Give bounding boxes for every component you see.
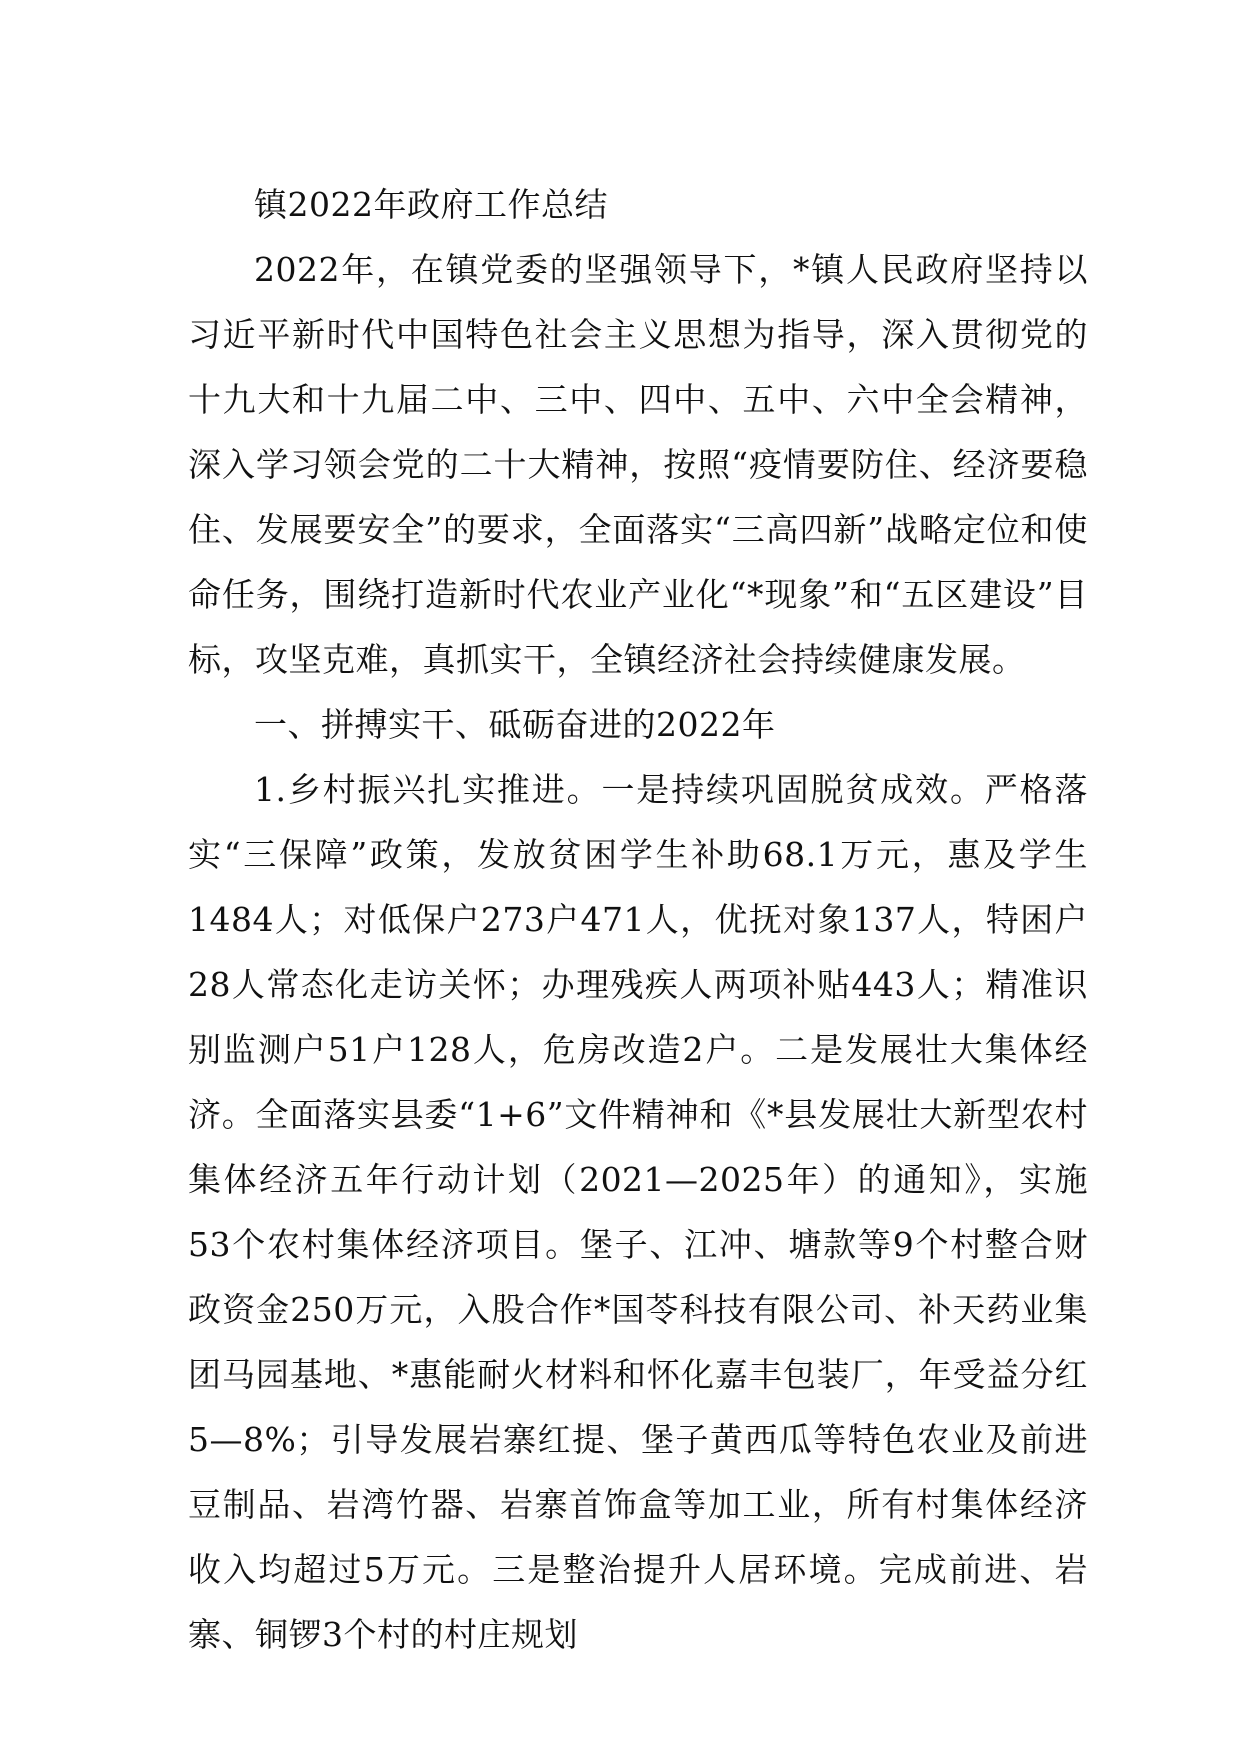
document-title: 镇2022年政府工作总结 xyxy=(254,185,608,224)
document-body xyxy=(188,172,1088,1667)
intro-paragraph: 2022年，在镇党委的坚强领导下，*镇人民政府坚持以习近平新时代中国特色社会主义思想为指导，深入贯彻党的十九大和十九届二中、三中、四中、五中、六中全会精神，深入学习领会党的二十大精神，按照“疫情要防住、经济要稳住、发展要安全”的要求，全面落实“三高四新”战略定位和使命任务，围绕打造新时代农业产业化“*现象”和“五区建设”目标，攻坚克难，真抓实干，全镇经济社会持续健康发展。 xyxy=(188,250,1088,679)
section-paragraph: 1.乡村振兴扎实推进。一是持续巩固脱贫成效。严格落实“三保障”政策，发放贫困学生补助68.1万元，惠及学生1484人；对低保户273户471人，优抚对象137人，特困户28人常态化走访关怀；办理残疾人两项补贴443人；精准识别监测户51户128人，危房改造2户。二是发展壮大集体经济。全面落实县委“1+6”文件精神和《*县发展壮大新型农村集体经济五年行动计划（2021—2025年）的通知》，实施53个农村集体经济项目。堡子、江冲、塘款等9个村整合财政资金250万元，入股合作*国苓科技有限公司、补天药业集团马园基地、*惠能耐火材料和怀化嘉丰包装厂，年受益分红5—8%；引导发展岩寨红提、堡子黄西瓜等特色农业及前进豆制品、岩湾竹器、岩寨首饰盒等加工业，所有村集体经济收入均超过5万元。三是整治提升人居环境。完成前进、岩寨、铜锣3个村的村庄规划 xyxy=(188,770,1088,1654)
section-heading: 一、拼搏实干、砥砺奋进的2022年 xyxy=(254,705,776,744)
